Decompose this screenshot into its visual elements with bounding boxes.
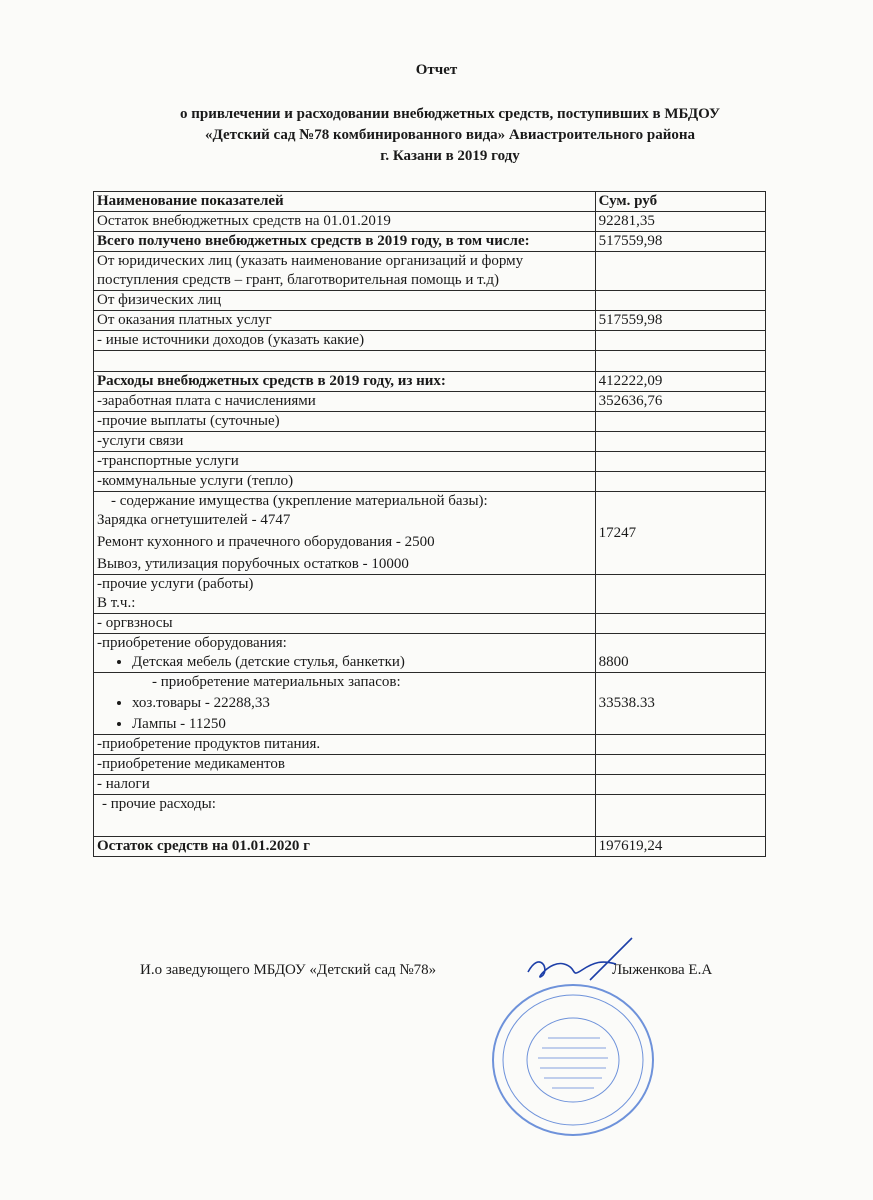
subtitle-line-2: «Детский сад №78 комбинированного вида» Авиастроительного района [204,127,696,143]
table-row [94,795,766,837]
table-row [94,372,766,392]
property-line-3: Вывоз, утилизация порубочных остатков - 10000 [97,556,409,572]
table-row [94,412,766,432]
table-row [94,392,766,412]
table-row-property [94,492,766,575]
row-sum: 412222,09 [595,372,765,392]
row-name: - налоги [94,775,596,795]
table-row [94,232,766,252]
row-name: От юридических лиц (указать наименование организаций и форму поступления средств – грант, благотворительная помощь и т.д) [94,252,596,291]
property-line-2: Ремонт кухонного и прачечного оборудования - 2500 [97,534,435,550]
row-name: От оказания платных услуг [94,311,596,331]
row-sum [595,252,765,291]
row-name: Остаток средств на 01.01.2020 г [94,837,596,857]
row-sum [595,735,765,755]
equipment-heading: -приобретение оборудования: [97,635,287,651]
signer-position: И.о заведующего МБДОУ «Детский сад №78» [140,962,437,978]
other-expenses-label: - прочие расходы: [102,796,216,812]
row-name: Остаток внебюджетных средств на 01.01.2019 [94,212,596,232]
column-header-sum: Сум. руб [595,192,765,212]
property-line-1: Зарядка огнетушителей - 4747 [97,512,291,528]
report-table [93,191,766,857]
other-services-line-2: В т.ч.: [97,595,136,611]
row-name: -прочие выплаты (суточные) [94,412,596,432]
document-title: Отчет [415,62,458,78]
row-name: - иные источники доходов (указать какие) [94,331,596,351]
row-sum: 92281,35 [595,212,765,232]
table-row [94,252,766,291]
table-row-equipment [94,634,766,673]
table-row [94,432,766,452]
table-row [94,311,766,331]
row-sum [595,432,765,452]
signer-name: Лыженкова Е.А [612,962,713,978]
official-stamp-icon [488,980,658,1140]
property-heading: - содержание имущества (укрепление материальной базы): [111,493,488,509]
row-name: От физических лиц [94,291,596,311]
row-name: Всего получено внебюджетных средств в 2019 году, в том числе: [94,232,596,252]
equipment-sum: 8800 [598,654,629,670]
equipment-item: • Детская мебель (детские стулья, банкетки) [132,653,592,672]
table-row [94,614,766,634]
document-subtitle [120,104,780,167]
materials-heading: - приобретение материальных запасов: [152,674,401,690]
table-row-materials [94,673,766,735]
table-row [94,212,766,232]
row-sum [595,291,765,311]
row-sum: 517559,98 [595,232,765,252]
materials-item: • Лампы - 11250 [132,715,592,734]
row-sum [595,755,765,775]
row-sum: 517559,98 [595,311,765,331]
table-header-row [94,192,766,212]
table-row-balance [94,837,766,857]
row-sum [595,412,765,432]
row-sum [595,351,765,372]
row-name: Расходы внебюджетных средств в 2019 году, из них: [94,372,596,392]
row-sum [595,472,765,492]
table-row [94,452,766,472]
table-row [94,291,766,311]
row-sum [595,575,765,614]
row-name: -приобретение медикаментов [94,755,596,775]
row-sum [595,614,765,634]
table-row [94,331,766,351]
row-name [94,673,596,735]
row-name: -заработная плата с начислениями [94,392,596,412]
row-sum: 17247 [595,492,765,575]
materials-list [97,694,592,734]
row-name: -коммунальные услуги (тепло) [94,472,596,492]
table-row-empty [94,351,766,372]
subtitle-line-1: о привлечении и расходовании внебюджетных средств, поступивших в МБДОУ [180,106,720,122]
row-name: -услуги связи [94,432,596,452]
row-name [94,492,596,575]
table-row [94,472,766,492]
row-name [94,795,596,837]
subtitle-line-3: г. Казани в 2019 году [380,148,520,164]
equipment-list [97,653,592,672]
table-row-other-services [94,575,766,614]
column-header-name: Наименование показателей [94,192,596,212]
table-row [94,775,766,795]
row-name [94,351,596,372]
row-sum [595,775,765,795]
row-sum [595,452,765,472]
row-name: -транспортные услуги [94,452,596,472]
row-sum [595,331,765,351]
signature-icon [520,930,650,990]
materials-item: • хоз.товары - 22288,33 [132,694,592,713]
row-sum [595,634,765,673]
row-sum: 197619,24 [595,837,765,857]
row-sum: 33538.33 [595,673,765,735]
table-row [94,735,766,755]
row-name [94,634,596,673]
row-sum: 352636,76 [595,392,765,412]
other-services-line-1: -прочие услуги (работы) [97,576,254,592]
row-name [94,575,596,614]
row-name: -приобретение продуктов питания. [94,735,596,755]
row-name: - оргвзносы [94,614,596,634]
row-sum [595,795,765,837]
table-row [94,755,766,775]
